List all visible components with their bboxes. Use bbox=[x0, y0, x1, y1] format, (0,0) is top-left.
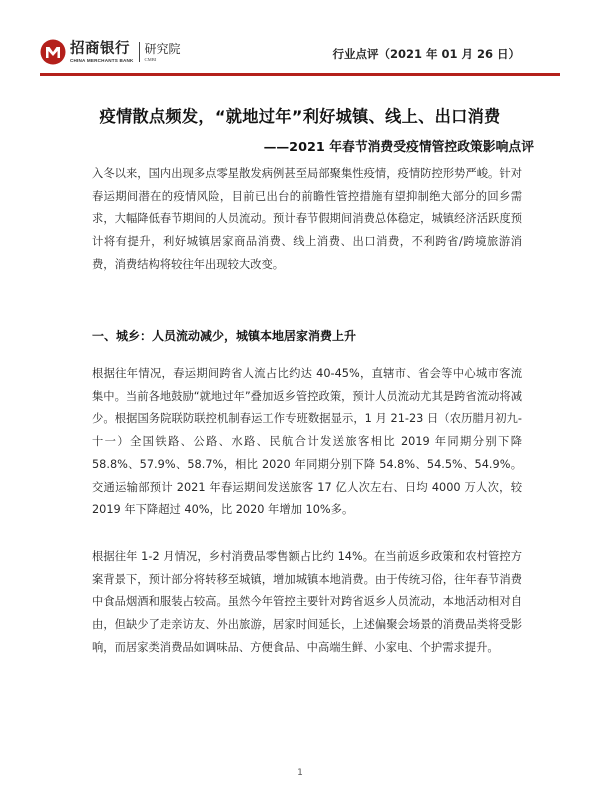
research-institute-cn: 研究院 bbox=[144, 41, 181, 56]
paragraph-passenger-flow: 根据往年情况，春运期间跨省人流占比约达 40-45%，直辖市、省会等中心城市客流集中。当前各地鼓励“就地过年”叠加返乡管控政策，预计人员流动尤其是跨省流动将减少。根据国务院联防联控机制春运工作专班数据显示，1 月 21-23 日（农历腊月初九-十一）全国铁路、公路、水路、民航合计发送旅客相比 2019 年同期分别下降 58.8%、57.9%、58.7%，相比 2020 年同期分别下降 54.8%、54.5%、54.9%。交通运输部预计 2021 年春运期间发送旅客 17 亿人次左右、日均 4000 万人次，较 2019 年下降超过 40%，比 2020 年增加 10%多。 bbox=[92, 367, 522, 517]
document-title: 疫情散点频发，“就地过年”利好城镇、线上、出口消费 bbox=[99, 107, 501, 126]
cmb-logo-icon bbox=[40, 39, 66, 65]
section-heading: 一、城乡：人员流动减少，城镇本地居家消费上升 bbox=[92, 329, 357, 343]
paragraph-intro: 入冬以来，国内出现多点零星散发病例甚至局部聚集性疫情，疫情防控形势严峻。针对春运期间潜在的疫情风险，目前已出台的前瞻性管控措施有望抑制绝大部分的回乡需求，大幅降低春节期间的人员流动。预计春节假期间消费总体稳定，城镇经济活跃度预计将有提升，利好城镇居家商品消费、线上消费、出口消费，不利跨省/跨境旅游消费，消费结构将较往年出现较大改变。 bbox=[92, 167, 522, 271]
header-divider bbox=[40, 73, 560, 76]
paragraph-rural-consumption: 根据往年 1-2 月情况，乡村消费品零售额占比约 14%。在当前返乡政策和农村管控方案背景下，预计部分将转移至城镇，增加城镇本地消费。由于传统习俗，往年春节消费中食品烟酒和服装占较高。虽然今年管控主要针对跨省返乡人员流动，本地活动相对自由，但缺少了走亲访友、外出旅游，居家时间延长，上述偏聚会场景的消费品类将受影响，而居家类消费品如调味品、方便食品、中高端生鲜、小家电、个护需求提升。 bbox=[92, 550, 522, 654]
brand-name bbox=[70, 41, 134, 64]
brand-name-en: CHINA MERCHANTS BANK bbox=[70, 57, 134, 63]
brand-name-cn: 招商银行 bbox=[70, 40, 130, 57]
brand-divider bbox=[139, 42, 140, 62]
brand-logo bbox=[40, 38, 181, 66]
research-institute-en: CMBI bbox=[144, 56, 157, 62]
page-number: 1 bbox=[297, 768, 303, 778]
report-header bbox=[40, 30, 560, 82]
research-institute-label bbox=[145, 42, 181, 63]
report-type-date: 行业点评（2021 年 01 月 26 日） bbox=[332, 47, 520, 61]
document-subtitle: ——2021 年春节消费受疫情管控政策影响点评 bbox=[263, 140, 534, 155]
